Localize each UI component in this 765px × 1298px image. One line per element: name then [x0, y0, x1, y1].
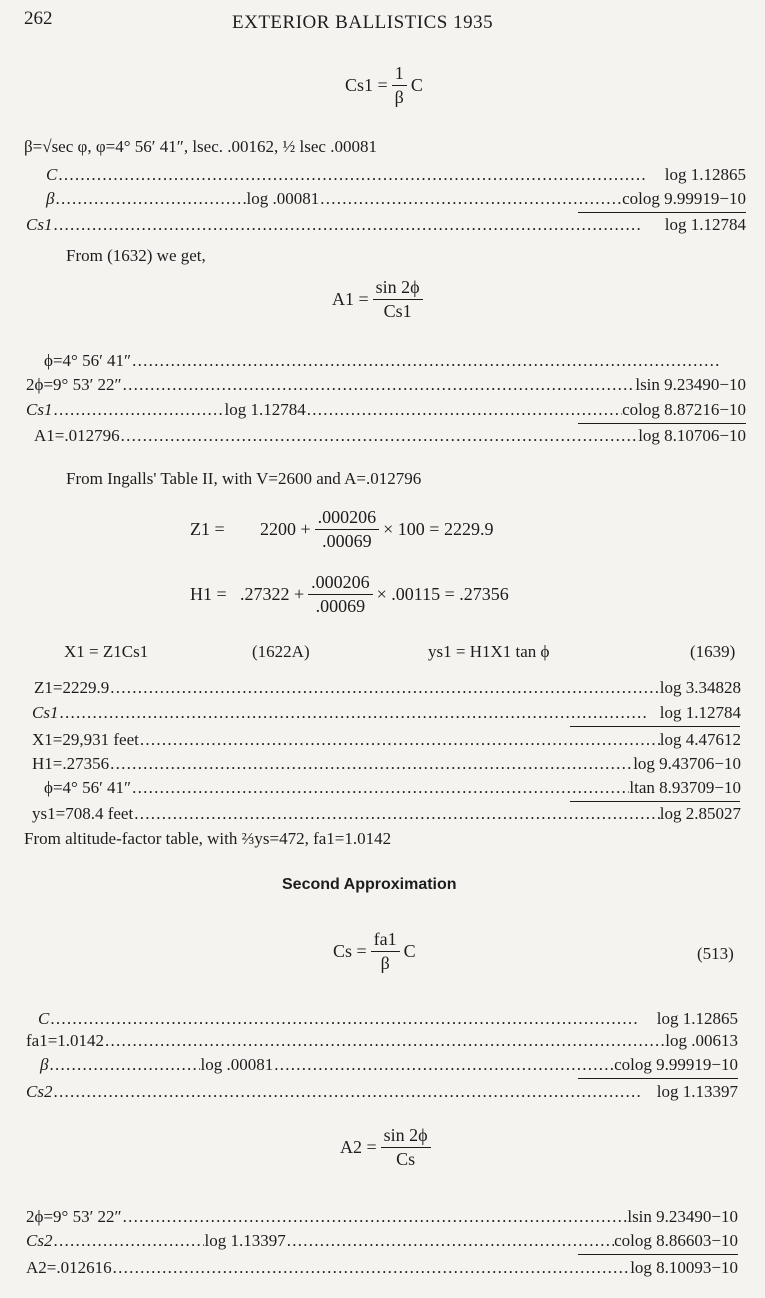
- equation-cs: Cs = $\frac{fa1}{\beta}$ C: [333, 929, 416, 973]
- log-row: X1=29,931 feet . . . log 4.47612: [26, 730, 741, 750]
- equation-a1: A1 = $\frac{\sin 2\phi}{Cs1}$: [332, 276, 427, 322]
- sum-rule: [578, 1078, 738, 1079]
- page-number: 262: [24, 8, 53, 29]
- equation-z1: Z1 = 2200 + $\frac{.000206}{.00069}$ × 100 = 2229.9: [190, 507, 494, 551]
- eq1-denominator: β: [394, 86, 404, 107]
- log-row: ϕ=4° 56′ 41″ . . .: [26, 351, 746, 371]
- text-1632: From (1632) we get,: [66, 246, 206, 265]
- eq1-numerator: 1: [392, 62, 407, 86]
- log-row: ϕ=4° 56′ 41″ . . . ltan 8.93709−10: [26, 778, 741, 798]
- sum-rule: [578, 1254, 738, 1255]
- log-row: C . . . log 1.12865: [26, 1009, 738, 1029]
- equation-x1: X1 = Z1Cs1: [64, 642, 149, 661]
- equation-ys1: ys1 = H1X1 tan ϕ: [428, 642, 550, 661]
- log-row: ys1=708.4 feet . . . log 2.85027: [26, 804, 741, 824]
- log-row: fa1=1.0142 . . . log .00613: [26, 1031, 738, 1051]
- log-row: Cs1 . . . log 1.12784 . . . colog 8.87216−10: [26, 400, 746, 420]
- sum-rule: [570, 801, 740, 802]
- sum-rule: [578, 423, 746, 424]
- log-row: C . . . log 1.12865: [26, 165, 746, 185]
- text-altitude: From altitude-factor table, with ⅔ys=472, fa1=1.0142: [24, 829, 392, 848]
- log-row: β . . . log .00081 . . . colog 9.99919−10: [26, 1055, 738, 1075]
- log-row: Cs1 . . . log 1.12784: [26, 703, 741, 723]
- sum-rule: [570, 726, 740, 727]
- ref-513: (513): [697, 944, 734, 963]
- running-title: EXTERIOR BALLISTICS 1935: [232, 12, 494, 33]
- text-ingalls: From Ingalls' Table II, with V=2600 and A=.012796: [66, 469, 422, 488]
- log-row: β . . . log .00081 . . . colog 9.99919−10: [26, 189, 746, 209]
- equation-h1: H1 = .27322 + $\frac{.000206}{.00069}$ × .00115 = .27356: [190, 572, 509, 616]
- ref-1622a: (1622A): [252, 642, 310, 661]
- sum-rule: [578, 212, 746, 213]
- log-row: 2ϕ=9° 53′ 22″ . . . lsin 9.23490−10: [26, 1207, 738, 1227]
- log-row: A1=.012796 . . . log 8.10706−10: [26, 426, 746, 446]
- log-row: Cs2 . . . log 1.13397 . . . colog 8.86603−10: [26, 1231, 738, 1251]
- log-row: Cs2 . . . log 1.13397: [26, 1082, 738, 1102]
- section-title: Second Approximation: [282, 876, 457, 893]
- eq1-tail: C: [410, 74, 423, 95]
- equation-cs1: [345, 62, 423, 108]
- equation-a2: A2 = $\frac{\sin 2\phi}{Cs}$: [340, 1124, 435, 1170]
- beta-definition: β=√sec φ, φ=4° 56′ 41″, lsec. .00162, ½ lsec .00081: [24, 137, 377, 156]
- log-row: Z1=2229.9 . . . log 3.34828: [26, 678, 741, 698]
- log-row: H1=.27356 . . . log 9.43706−10: [26, 754, 741, 774]
- eq1-lhs: Cs1 =: [345, 74, 388, 95]
- ref-1639: (1639): [690, 642, 736, 661]
- log-row: Cs1 . . . log 1.12784: [26, 215, 746, 235]
- log-row: 2ϕ=9° 53′ 22″ . . . lsin 9.23490−10: [26, 375, 746, 395]
- log-row: A2=.012616 . . . log 8.10093−10: [26, 1258, 738, 1278]
